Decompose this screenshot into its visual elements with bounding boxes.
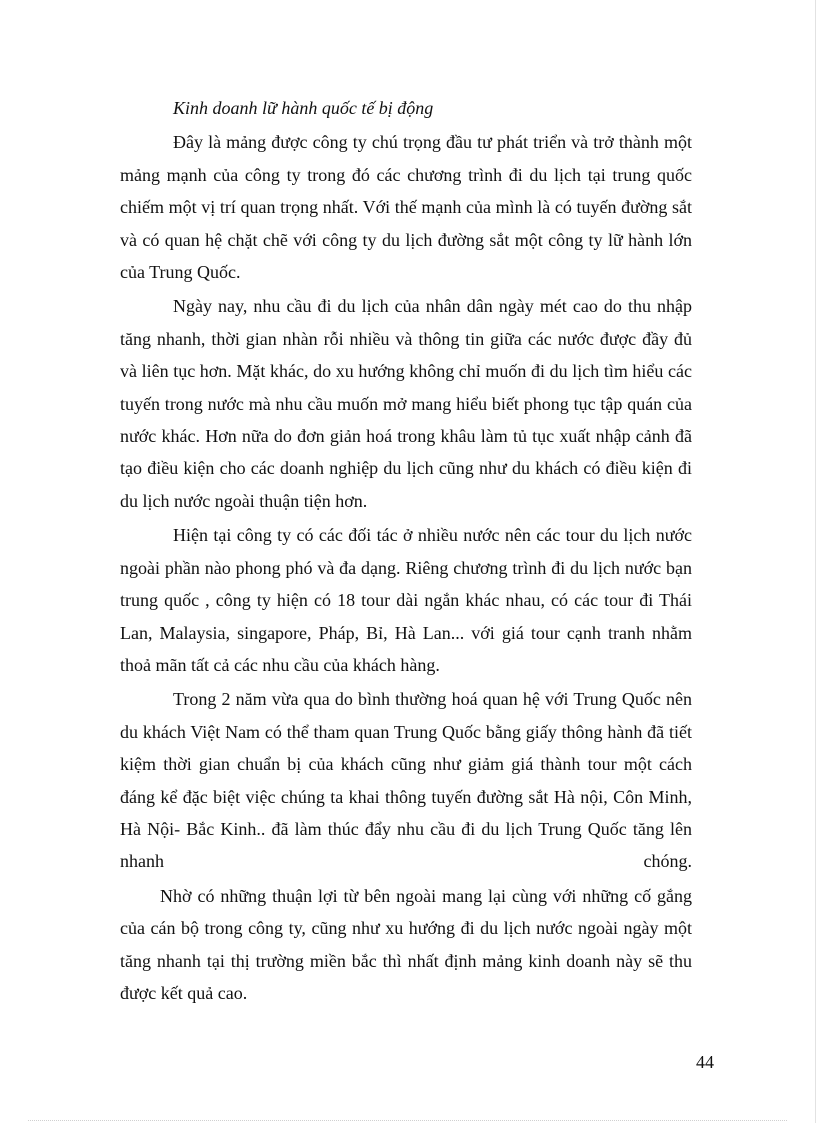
paragraph-5: Nhờ có những thuận lợi từ bên ngoài mang lại cùng với những cố gắng của cán bộ trong công ty, cũng như xu hướng đi du lịch nước ngoài ngày một tăng nhanh tại thị trường miền bắc thì nhất định mảng kinh doanh này sẽ thu được kết quả cao. bbox=[120, 885, 692, 1003]
paragraph-2: Ngày nay, nhu cầu đi du lịch của nhân dân ngày mét cao do thu nhập tăng nhanh, thời gian nhàn rỗi nhiều và thông tin giữa các nước được đầy đủ và liên tục hơn. Mặt khác, do xu hướng không chỉ muốn đi du lịch tìm hiểu các tuyến trong nước mà nhu cầu muốn mở mang hiểu biết phong tục tập quán của nước khác. Hơn nữa do đơn giản hoá trong khâu làm tủ tục xuất nhập cảnh đã tạo điều kiện cho các doanh nghiệp du lịch cũng như du khách có điều kiện đi du lịch nước ngoài thuận tiện hơn. bbox=[120, 296, 692, 511]
document-body bbox=[120, 92, 692, 1011]
bottom-divider bbox=[28, 1120, 787, 1121]
page-number: 44 bbox=[696, 1052, 714, 1072]
section-heading: Kinh doanh lữ hành quốc tế bị động bbox=[173, 98, 434, 118]
paragraph-4: Trong 2 năm vừa qua do bình thường hoá quan hệ với Trung Quốc nên du khách Việt Nam có thể tham quan Trung Quốc bằng giấy thông hành đã tiết kiệm thời gian chuẩn bị của khách cũng như giảm giá thành tour một cách đáng kể đặc biệt việc chúng ta khai thông tuyến đường sắt Hà nội, Côn Minh, Hà Nội- Bắc Kinh.. đã làm thúc đẩy nhu cầu đi du lịch Trung Quốc tăng lên nhanh chóng. bbox=[120, 689, 692, 872]
paragraph-3: Hiện tại công ty có các đối tác ở nhiều nước nên các tour du lịch nước ngoài phần nào phong phó và đa dạng. Riêng chương trình đi du lịch nước bạn trung quốc , công ty hiện có 18 tour dài ngắn khác nhau, có các tour đi Thái Lan, Malaysia, singapore, Pháp, Bỉ, Hà Lan... với giá tour cạnh tranh nhằm thoả mãn tất cả các nhu cầu của khách hàng. bbox=[120, 525, 692, 675]
paragraph-1: Đây là mảng được công ty chú trọng đầu tư phát triển và trở thành một mảng mạnh của công ty trong đó các chương trình đi du lịch tại trung quốc chiếm một vị trí quan trọng nhất. Với thế mạnh của mình là có tuyến đường sắt và có quan hệ chặt chẽ với công ty du lịch đường sắt một công ty lữ hành lớn của Trung Quốc. bbox=[120, 132, 692, 283]
